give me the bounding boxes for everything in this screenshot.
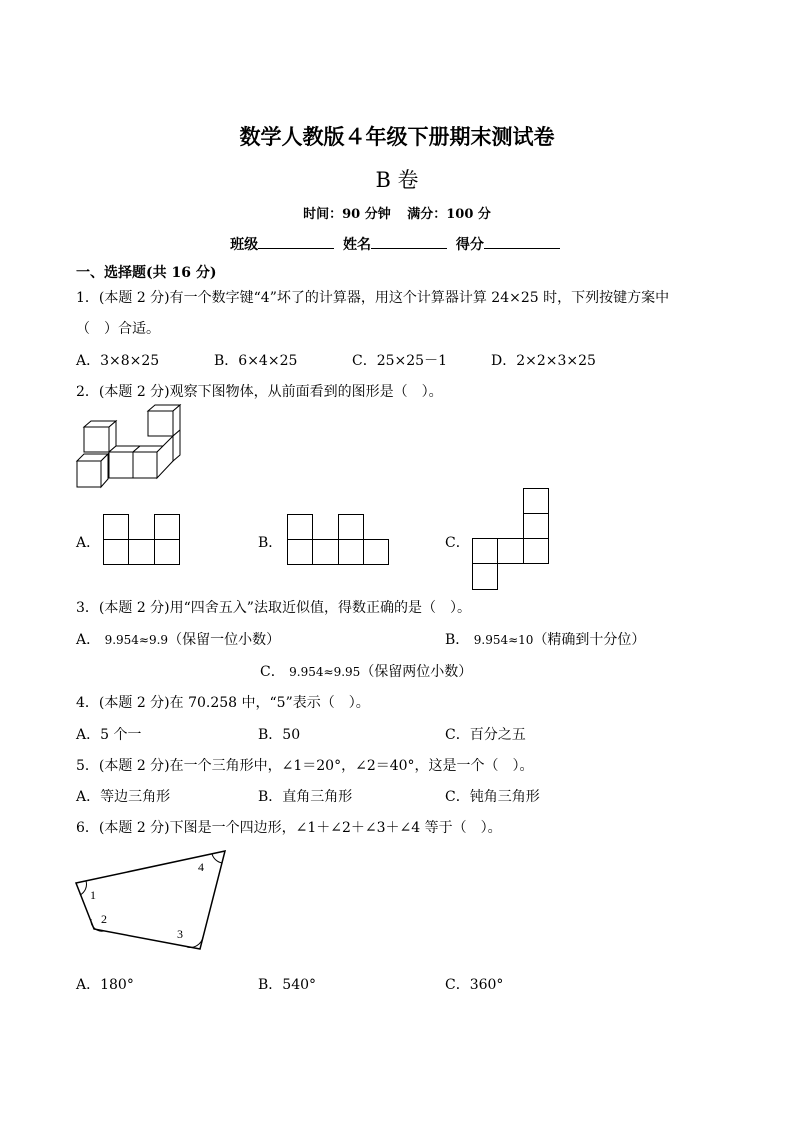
q4-option-c[interactable]: C．百分之五 (445, 727, 526, 743)
q3-option-a-label: A． (76, 632, 101, 648)
q5-option-c[interactable]: C．钝角三角形 (445, 789, 540, 805)
q6-quadrilateral-figure (70, 846, 230, 956)
q4-option-a[interactable]: A．5 个一 (76, 727, 142, 743)
q3-option-c-label: C． (260, 664, 285, 680)
q1-option-a[interactable]: A．3×8×25 (76, 353, 160, 369)
q3-option-b-label: B． (445, 632, 470, 648)
q2-text: 2．(本题 2 分)观察下图物体，从前面看到的图形是（ ）。 (76, 384, 443, 400)
q1-option-c[interactable]: C．25×25－1 (352, 353, 447, 369)
q2-option-a-figure[interactable] (103, 514, 181, 566)
q2-option-b-figure[interactable] (287, 514, 391, 566)
score-label: 得分 (455, 237, 484, 253)
q6-text: 6．(本题 2 分)下图是一个四边形，∠1＋∠2＋∠3＋∠4 等于（ ）。 (76, 820, 502, 836)
q3-option-b[interactable] (445, 629, 645, 649)
angle-label-3: 3 (177, 927, 183, 941)
q6-option-a[interactable]: A．180° (76, 977, 134, 993)
q3-option-a-value: 9.954≈9.9 (104, 633, 169, 647)
q3-option-b-note: （精确到十分位） (533, 632, 646, 648)
class-label: 班级 (230, 237, 259, 253)
name-blank[interactable] (371, 234, 447, 249)
q3-option-a-note: （保留一位小数） (168, 632, 281, 648)
q5-option-a[interactable]: A．等边三角形 (76, 789, 171, 805)
q1-option-b[interactable]: B．6×4×25 (214, 353, 298, 369)
q3-option-b-value: 9.954≈10 (473, 633, 534, 647)
page-title: 数学人教版４年级下册期末测试卷 (239, 124, 555, 149)
q1-option-d[interactable]: D．2×2×3×25 (491, 353, 596, 369)
q2-option-a-label[interactable]: A． (76, 535, 101, 551)
q2-cube-figure (76, 405, 186, 490)
q2-option-c-label[interactable]: C． (445, 535, 470, 551)
q6-option-b[interactable]: B．540° (258, 977, 317, 993)
score-blank[interactable] (484, 234, 560, 249)
q3-option-c-note: （保留两位小数） (360, 664, 473, 680)
page-subtitle: B 卷 (375, 168, 419, 192)
q1-text-line2: （ ）合适。 (76, 321, 160, 337)
q4-text: 4．(本题 2 分)在 70.258 中，“5”表示（ ）。 (76, 695, 370, 711)
q6-option-c[interactable]: C．360° (445, 977, 504, 993)
q3-option-a[interactable] (76, 629, 280, 649)
name-label: 姓名 (343, 237, 371, 253)
q3-option-c[interactable] (260, 661, 472, 681)
q1-text-line1: 1．(本题 2 分)有一个数字键“4”坏了的计算器，用这个计算器计算 24×25 时，下列按键方案中 (76, 290, 670, 306)
exam-info (0, 203, 794, 222)
q3-option-c-value: 9.954≈9.95 (289, 665, 361, 679)
exam-time: 时间：90 分钟 (303, 207, 391, 222)
q5-text: 5．(本题 2 分)在一个三角形中，∠1＝20°，∠2＝40°，这是一个（ ）。 (76, 758, 534, 774)
angle-label-4: 4 (198, 860, 204, 874)
q3-text: 3．(本题 2 分)用“四舍五入”法取近似值，得数正确的是（ ）。 (76, 600, 471, 616)
class-blank[interactable] (258, 234, 334, 249)
exam-full-score: 满分：100 分 (407, 207, 491, 222)
q2-option-c-figure[interactable] (472, 488, 550, 592)
student-fields (0, 234, 794, 254)
q5-option-b[interactable]: B．直角三角形 (258, 789, 353, 805)
angle-label-1: 1 (90, 888, 96, 902)
q4-option-b[interactable]: B．50 (258, 727, 301, 743)
section-heading: 一、选择题(共 16 分) (76, 265, 217, 281)
angle-label-2: 2 (101, 912, 107, 926)
q2-option-b-label[interactable]: B． (258, 535, 283, 551)
